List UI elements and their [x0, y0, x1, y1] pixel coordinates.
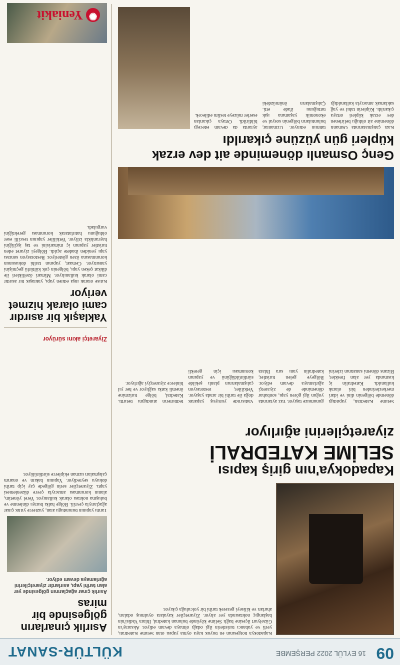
headline-bottom: ziyaretçilerini ağırlıyor [245, 425, 394, 441]
sub-body-text: Kazı çalışmalarında Osmanlı dönemine ait olduğu belirlenen dev erzak küpleri ortaya çıkarıldı. Küplerin tahıl ve yağ saklamak amacıyla kullanıldığı tahmin ediliyor. Uzmanlar, buluntuların bölgenin sosyal ve ekonomik yaşamına ışık tuttuğunu ifade etti. Çalışmaların önümüzdeki aylarda da devam edeceği bildirildi. Ortaya çıkarılan eserler müzeye teslim edilecek. [194, 100, 394, 129]
logo-text: Yeniakit [36, 8, 83, 23]
sidebar-headline-1: Asırlık çınarların gölgesinde bir miras [20, 597, 107, 633]
sidebar-deck-1: Asırlık çınar ağaçlarının gölgesinde yer alan tarihi yapı, asırlardır ziyaretçilerini ağırlamaya devam ediyor. [13, 576, 107, 594]
cave-entrance-photo [276, 483, 394, 635]
sidebar-body-2: Kilise olarak inşa edilen yapı, yaklaşık bir asırdır cami olarak kullanılıyor. Mimari özellikleri ile dikkat çeken yapı, bölgenin çok kültürlü geçmişini yansıtıyor. Cemaat, yapının tarihi dokusunun korunmasına özen gösteriyor. Restorasyon sonrası yapı yeniden ibadete açıldı. Bölgeyi ziyaret eden turistler yapının iç mimarisini ve taş işçiliğini hayranlıkla izliyor. Yetkililer yapının tescilli eser olduğunu hatırlatarak korunması gerektiğini vurguladı. [4, 224, 107, 283]
sub-headline: Genç Osmanlı döneminde ait dev erzak küpleri gün yüzüne çıkarıldı [151, 133, 394, 163]
logo-mark-icon: ✺ [86, 8, 100, 22]
jars-photo [118, 7, 190, 129]
sidebar-body-1: Tarihi yapının bulunduğu alan, yüzlerce yıllık çınar ağaçlarıyla çevrili. Bölge halkı burayı dinlenme ve buluşma noktası olarak kullanıyor. Yerel yönetim, alanın korunması amacıyla çevre düzenlemesi yaptı. Ziyaretçiler serin gölgede çay içip tarihi dokuyu seyrediyor. Yapının bakım ve onarım çalışmaları uzman ekiplerce sürdürülüyor. [4, 471, 107, 512]
section-title: KÜLTÜR-SANAT [8, 644, 123, 660]
page-header [0, 638, 400, 665]
main-article [118, 4, 394, 635]
intro-text: Kapadokya bölgesinin en büyük kaya oyma yapısı olan Selime Katedrali, yerli ve yabancı turistlerin ilgi odağı olmaya devam ediyor. Aksaray'ın Güzelyurt ilçesine bağlı Selime köyünde bulunan katedral, Ihlara Vadisi'nin başlangıç noktasında yer alıyor. Ziyaretçiler kayalara oyulmuş odaları, ahırları ve kiliseyi gezerek tarihi bir yolculuğa çıkıyor. [118, 606, 272, 635]
page-number: 09 [376, 644, 394, 661]
sidebar [4, 4, 112, 635]
main-body-text: Selime Katedrali, yapıldığı dönemde bölgenin dini ve idari merkezlerinden biri olarak kullanıldı. Katedralin iç kısmında yer alan freskler, Bizans dönemi sanatının izlerini günümüze taşıyor. Yaz aylarında yoğun ilgi gören yapı, sonbahar döneminde de ziyaretçi ağırlamaya devam ediyor. Bölgeye gelen turistler, katedralin yanı sıra Ihlara Vadisi'nde yürüyüş yaparak doğa ile tarihi bir arada yaşıyor. Yetkililer, restorasyon çalışmalarının planlı şekilde sürdürüldüğünü ve yapının korunması için gerekli tedbirlerin alındığını belirtti. Katedral, bölge turizmine önemli katkı sağlıyor ve her yıl binlerce ziyaretçiyi ağırlıyor. [118, 368, 394, 403]
headline-middle: SELİME KATEDRALİ [209, 441, 394, 462]
sidebar-red-subhead: Ziyaretçi akını sürüyor [42, 335, 107, 341]
date-line: 16 EYLÜL 2022 PERŞEMBE [275, 649, 366, 656]
main-headline [118, 424, 394, 479]
cathedral-landscape-photo [118, 167, 394, 239]
newspaper-logo [8, 5, 100, 25]
sidebar-headline-2: Yaklaşık bir asırdır cami olarak hizmet veriyor [4, 287, 107, 328]
plane-tree-photo [7, 516, 107, 572]
headline-top: Kapadokya'nın giriş kapısı [217, 463, 394, 479]
